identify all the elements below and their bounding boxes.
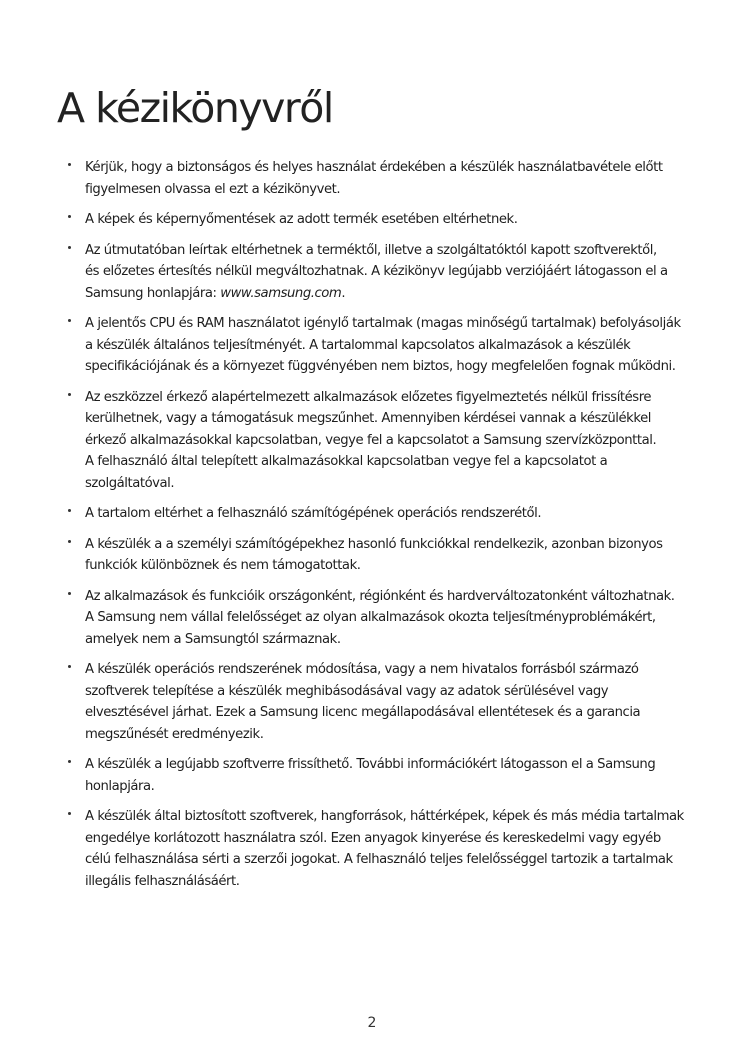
- text-line: [85, 629, 689, 651]
- list-item: [64, 659, 689, 745]
- line-text: honlapjára.: [85, 778, 155, 794]
- page-title: A kézikönyvről: [57, 84, 333, 132]
- list-item: [64, 534, 689, 577]
- line-text: A képek és képernyőmentések az adott termék esetében eltérhetnek.: [85, 212, 518, 227]
- line-text: Az eszközzel érkező alapértelmezett alkalmazások előzetes figyelmeztetés nélkül frissítésre: [85, 389, 652, 405]
- bullet-dot-icon: [68, 592, 71, 595]
- text-line: [85, 408, 689, 430]
- samsung-website-link[interactable]: www.samsung.com: [220, 285, 342, 301]
- line-text: megszűnését eredményezik.: [85, 726, 264, 742]
- text-line: [85, 261, 689, 283]
- text-line: [85, 776, 689, 798]
- line-text: figyelmesen olvassa el ezt a kézikönyvet.: [85, 181, 341, 197]
- text-line: [85, 503, 689, 525]
- list-item: [64, 586, 689, 651]
- line-text: A készülék a a személyi számítógépekhez hasonló funkciókkal rendelkezik, azonban bizonyos: [85, 536, 663, 552]
- line-text: Kérjük, hogy a biztonságos és helyes használat érdekében a készülék használatbavétele előtt: [85, 160, 663, 175]
- line-text: funkciók különböznek és nem támogatottak.: [85, 558, 361, 573]
- url-suffix: .: [341, 285, 346, 301]
- list-item: [64, 240, 689, 305]
- text-line: [85, 313, 689, 335]
- text-line: [85, 659, 689, 681]
- bullet-dot-icon: [68, 163, 71, 166]
- line-text: Az útmutatóban leírtak eltérhetnek a terméktől, illetve a szolgáltatóktól kapott szoftverektől,: [85, 242, 657, 258]
- text-line: [85, 586, 689, 608]
- text-line: [85, 473, 689, 495]
- bullet-dot-icon: [68, 665, 71, 668]
- text-line: [85, 702, 689, 724]
- text-line: [85, 555, 689, 577]
- line-text: A jelentős CPU és RAM használatot igénylő tartalmak (magas minőségű tartalmak) befolyásolják: [85, 316, 681, 331]
- line-text: a készülék általános teljesítményét. A tartalommal kapcsolatos alkalmazások a készülék: [85, 337, 631, 353]
- line-text: A tartalom eltérhet a felhasználó számítógépének operációs rendszerétől.: [85, 506, 542, 521]
- list-item: [64, 806, 689, 892]
- list-item: [64, 157, 689, 200]
- bullet-dot-icon: [68, 812, 71, 815]
- list-item: [64, 209, 689, 231]
- text-line: [85, 754, 689, 776]
- line-text: szoftverek telepítése a készülék meghibásodásával vagy az adatok sérülésével vagy: [85, 683, 609, 699]
- text-line: [85, 724, 689, 746]
- text-line: [85, 681, 689, 703]
- text-line: [85, 534, 689, 556]
- line-text: engedélye korlátozott használatra szól. Ezen anyagok kinyerése és kereskedelmi vagy egyéb: [85, 830, 661, 846]
- text-line: [85, 871, 689, 893]
- text-line: [85, 240, 689, 262]
- line-text: A készülék a legújabb szoftverre frissíthető. További információkért látogasson el a Samsung: [85, 757, 656, 772]
- list-item: [64, 754, 689, 797]
- list-item: [64, 387, 689, 495]
- bullet-dot-icon: [68, 760, 71, 763]
- text-line: [85, 806, 689, 828]
- text-line: [85, 430, 689, 452]
- bullet-dot-icon: [68, 215, 71, 218]
- page-number: 2: [367, 1015, 377, 1031]
- line-text: kerülhetnek, vagy a támogatásuk megszűnhet. Amennyiben kérdései vannak a készülékkel: [85, 411, 651, 426]
- text-line: [85, 283, 689, 305]
- line-text: Samsung honlapjára:: [85, 285, 221, 301]
- list-item: [64, 503, 689, 525]
- line-text: A Samsung nem vállal felelősséget az olyan alkalmazások okozta teljesítményproblémákért,: [85, 610, 656, 625]
- text-line: [85, 356, 689, 378]
- text-line: [85, 209, 689, 231]
- text-line: [85, 335, 689, 357]
- line-text: A készülék által biztosított szoftverek, hangforrások, háttérképek, képek és más média tartalmak: [85, 809, 684, 824]
- list-item: [64, 313, 689, 378]
- bullet-list: [64, 157, 689, 901]
- line-text: érkező alkalmazásokkal kapcsolatban, vegye fel a kapcsolatot a Samsung szervízközponttal.: [85, 432, 657, 448]
- line-text: elvesztésével járhat. Ezek a Samsung licenc megállapodásával ellentétesek és a garancia: [85, 705, 641, 720]
- line-text: illegális felhasználásáért.: [85, 873, 240, 889]
- bullet-dot-icon: [68, 540, 71, 543]
- line-text: A felhasználó által telepített alkalmazásokkal kapcsolatban vegye fel a kapcsolatot a: [85, 454, 608, 469]
- text-line: [85, 387, 689, 409]
- bullet-dot-icon: [68, 319, 71, 322]
- line-text: és előzetes értesítés nélkül megváltozhatnak. A kézikönyv legújabb verziójáért látogasson el a: [85, 264, 668, 279]
- line-text: specifikációjának és a környezet függvényében nem biztos, hogy megfelelően fognak működni.: [85, 359, 676, 374]
- text-line: [85, 157, 689, 179]
- text-line: [85, 451, 689, 473]
- text-line: [85, 849, 689, 871]
- bullet-dot-icon: [68, 393, 71, 396]
- bullet-dot-icon: [68, 509, 71, 512]
- line-text: A készülék operációs rendszerének módosítása, vagy a nem hivatalos forrásból származó: [85, 662, 639, 677]
- text-line: [85, 607, 689, 629]
- line-text: amelyek nem a Samsungtól származnak.: [85, 631, 341, 647]
- line-text: célú felhasználása sérti a szerzői jogokat. A felhasználó teljes felelősséggel tartozik a tartalmak: [85, 852, 673, 867]
- bullet-dot-icon: [68, 246, 71, 249]
- text-line: [85, 828, 689, 850]
- line-text: Az alkalmazások és funkcióik országonként, régiónként és hardverváltozatonként változhatnak.: [85, 588, 675, 604]
- text-line: [85, 179, 689, 201]
- line-text: szolgáltatóval.: [85, 475, 175, 491]
